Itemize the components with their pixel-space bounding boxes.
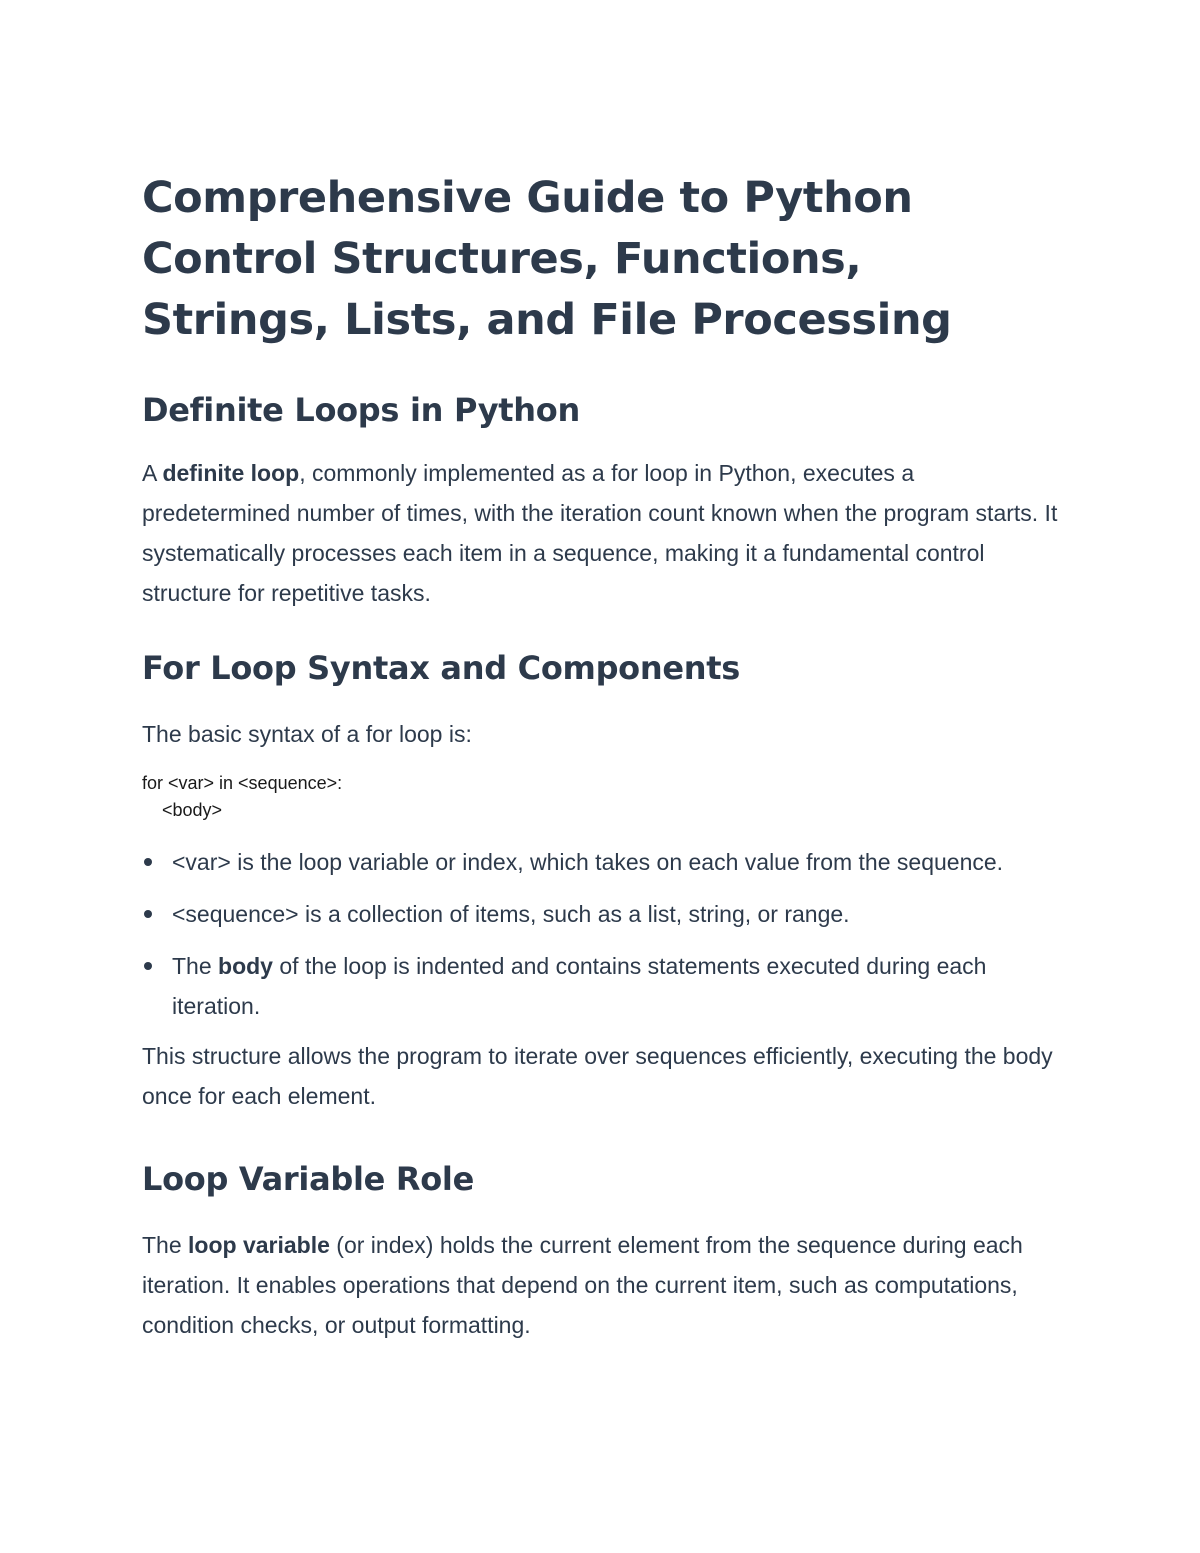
paragraph-text: The [142, 1232, 189, 1258]
list-item-text: <sequence> is a collection of items, such as a list, string, or range. [172, 901, 850, 927]
list-item [142, 894, 1062, 934]
bullet-icon [144, 962, 152, 970]
syntax-bullet-list [142, 842, 1062, 1026]
list-item-text: of the loop is indented and contains statements executed during each iteration. [172, 953, 987, 1019]
paragraph-text: A [142, 460, 163, 486]
section-heading-for-loop-syntax: For Loop Syntax and Components [142, 649, 740, 687]
list-item [142, 842, 1062, 882]
syntax-intro-paragraph: The basic syntax of a for loop is: [142, 721, 472, 747]
document-title: Comprehensive Guide to Python Control Structures, Functions, Strings, Lists, and File Processing [142, 173, 952, 345]
code-block: for <var> in <sequence>: <body> [142, 773, 343, 820]
document-page [142, 168, 1062, 1345]
syntax-summary-paragraph: This structure allows the program to iterate over sequences efficiently, executing the body once for each element. [142, 1043, 1053, 1109]
loop-variable-paragraph [142, 1225, 1062, 1345]
bold-term-definite-loop: definite loop [162, 460, 300, 486]
definite-loops-paragraph [142, 453, 1062, 613]
bullet-icon [144, 910, 152, 918]
paragraph-text: (or index) holds the current element from the sequence during each iteration. It enables operations that depend on the current item, such as computations, condition checks, or output formatting. [142, 1232, 1023, 1338]
bold-term-loop-variable: loop variable [188, 1232, 330, 1258]
section-heading-definite-loops: Definite Loops in Python [142, 391, 580, 429]
section-heading-loop-variable-role: Loop Variable Role [142, 1160, 474, 1198]
list-item [142, 946, 1062, 1026]
bullet-icon [144, 858, 152, 866]
list-item-text: <var> is the loop variable or index, which takes on each value from the sequence. [172, 849, 1004, 875]
list-item-text: The [172, 953, 219, 979]
paragraph-text: , commonly implemented as a for loop in Python, executes a predetermined number of times, with the iteration count known when the program starts. It systematically processes each item in a sequence, making it a fundamental control structure for repetitive tasks. [142, 460, 1058, 606]
bold-term-body: body [218, 953, 273, 979]
